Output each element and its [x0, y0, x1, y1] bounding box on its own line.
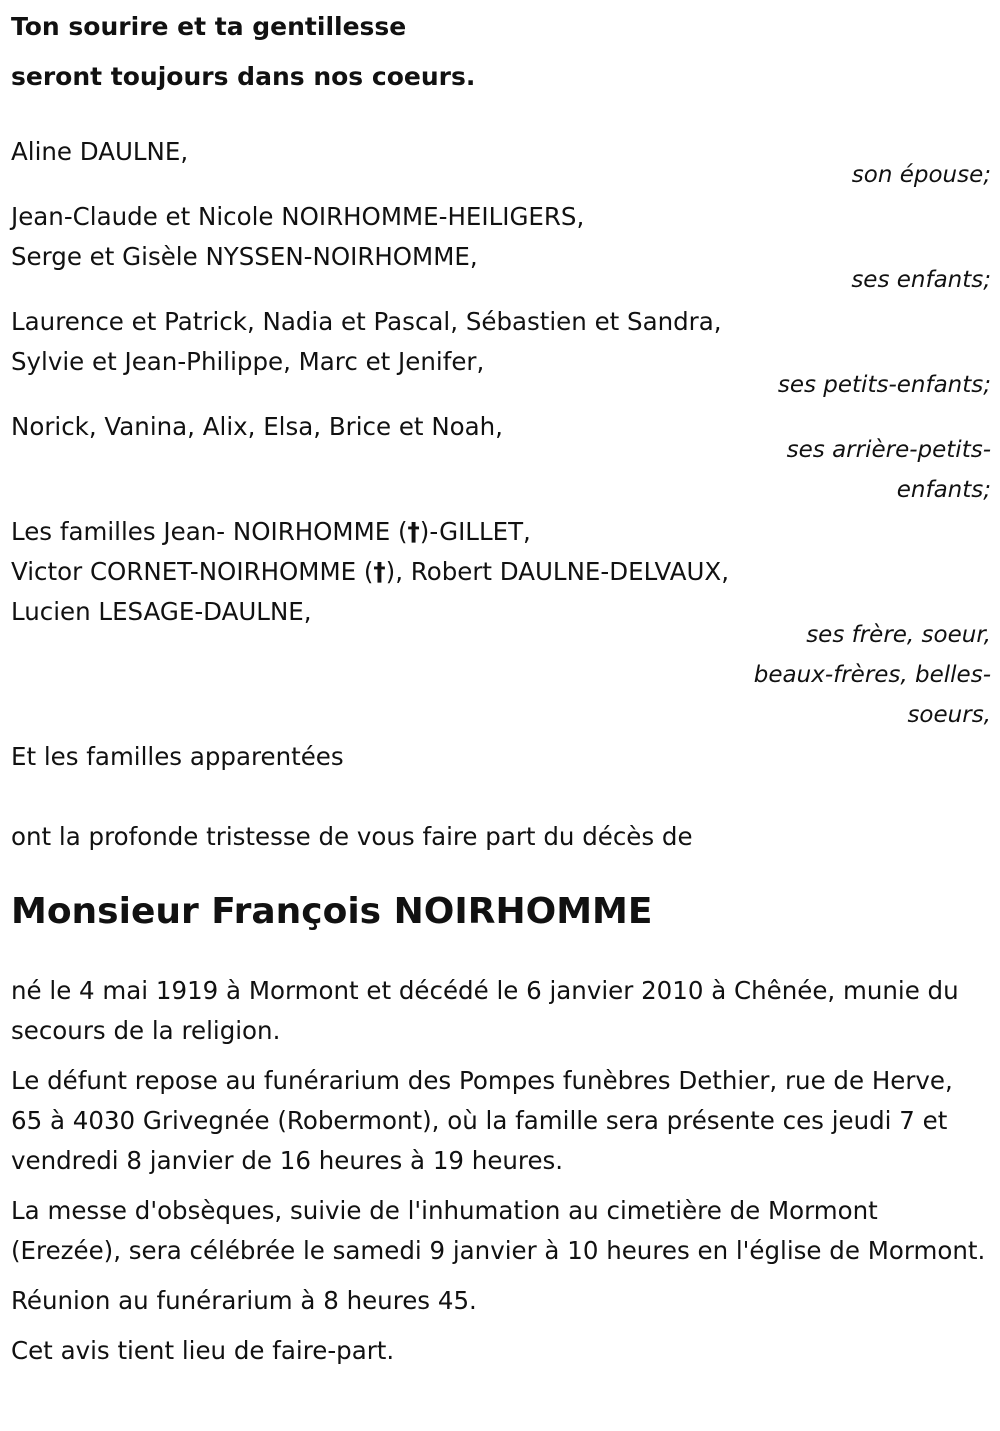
sibling-family-line: Lucien LESAGE-DAULNE, — [11, 597, 312, 626]
great-grandchildren-group — [11, 407, 991, 510]
grandchildren-role: ses petits-enfants; — [777, 372, 991, 398]
siblings-role-line-1: ses frère, soeur, — [806, 622, 991, 648]
great-grandchild-names: Norick, Vanina, Alix, Elsa, Brice et Noah, — [11, 412, 503, 441]
motto — [11, 0, 991, 102]
siblings-role-line-3: soeurs, — [907, 702, 991, 728]
gathering-paragraph: Réunion au funérarium à 8 heures 45. — [11, 1286, 477, 1315]
cross-icon: † — [407, 517, 420, 546]
grandchildren-group — [11, 302, 991, 405]
sibling-text: Victor CORNET-NOIRHOMME ( — [11, 557, 374, 586]
cross-icon: † — [373, 557, 386, 586]
sibling-text: ), Robert DAULNE-DELVAUX, — [385, 557, 729, 586]
announcement-text: ont la profonde tristesse de vous faire part du décès de — [11, 822, 693, 851]
siblings-group — [11, 512, 991, 735]
motto-line-2: seront toujours dans nos coeurs. — [11, 62, 476, 91]
sibling-family-line — [11, 552, 991, 592]
motto-line-1: Ton sourire et ta gentillesse — [11, 12, 407, 41]
spacer — [11, 102, 991, 132]
spacer — [11, 937, 991, 971]
deceased-name: Monsieur François NOIRHOMME — [11, 891, 653, 932]
birth-death-paragraph: né le 4 mai 1919 à Mormont et décédé le 6 janvier 2010 à Chênée, munie du secours de la religion. — [11, 976, 959, 1045]
child-name: Serge et Gisèle NYSSEN-NOIRHOMME, — [11, 242, 478, 271]
sibling-text: Les familles Jean- NOIRHOMME ( — [11, 517, 408, 546]
grandchild-names: Laurence et Patrick, Nadia et Pascal, Sébastien et Sandra, — [11, 307, 722, 336]
sibling-family-line — [11, 512, 991, 552]
spacer — [11, 777, 991, 817]
spacer — [11, 857, 991, 887]
grandchild-names: Sylvie et Jean-Philippe, Marc et Jenifer, — [11, 347, 485, 376]
great-grandchildren-role-line-1: ses arrière-petits- — [786, 437, 991, 463]
siblings-role — [11, 615, 991, 735]
notice-paragraph: Cet avis tient lieu de faire-part. — [11, 1336, 395, 1365]
spouse-group — [11, 132, 991, 195]
children-role: ses enfants; — [851, 267, 991, 293]
sibling-text: )-GILLET, — [419, 517, 531, 546]
funeral-home-paragraph: Le défunt repose au funérarium des Pompes funèbres Dethier, rue de Herve, 65 à 4030 Grivegnée (Robermont), où la famille sera présente ces jeudi 7 et vendredi 8 janvier de 16 heures à 19 heures. — [11, 1066, 953, 1175]
great-grandchildren-role-line-2: enfants; — [896, 477, 991, 503]
related-families: Et les familles apparentées — [11, 742, 344, 771]
mass-paragraph: La messe d'obsèques, suivie de l'inhumation au cimetière de Mormont (Erezée), sera célébrée le samedi 9 janvier à 10 heures en l'église de Mormont. — [11, 1196, 986, 1265]
obituary-notice — [11, 0, 991, 1381]
siblings-role-line-2: beaux-frères, belles- — [753, 662, 991, 688]
spouse-name: Aline DAULNE, — [11, 137, 189, 166]
spouse-role: son épouse; — [851, 162, 991, 188]
child-name: Jean-Claude et Nicole NOIRHOMME-HEILIGERS, — [11, 202, 585, 231]
children-group — [11, 197, 991, 300]
